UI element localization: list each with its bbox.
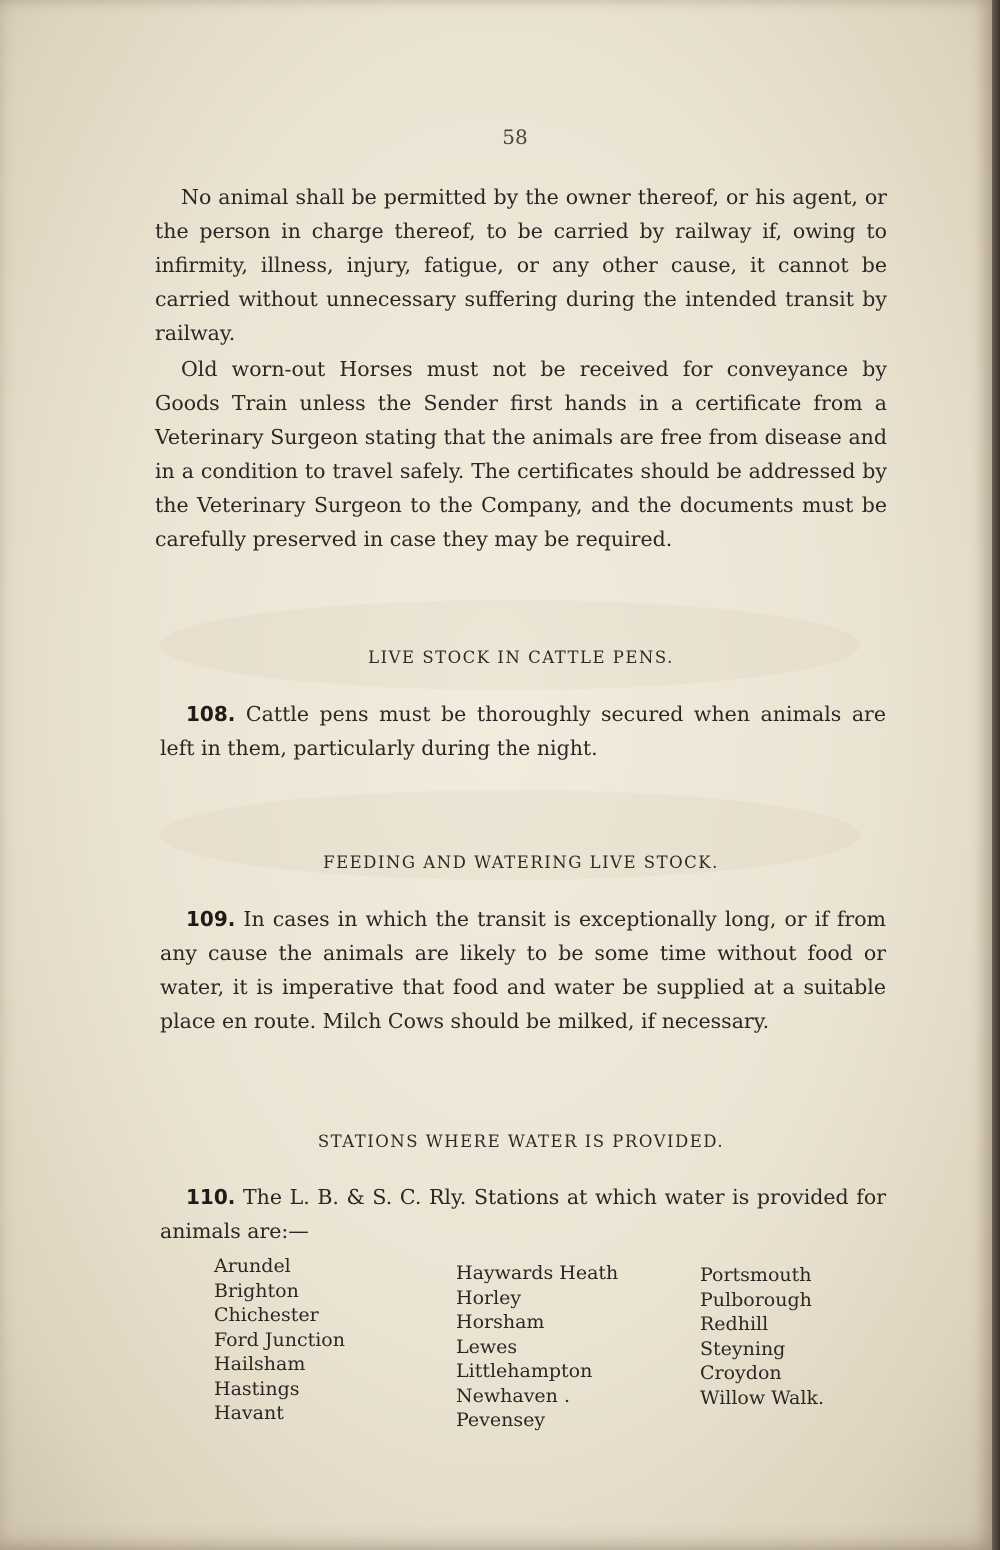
station-name: Redhill [700, 1313, 769, 1335]
station-name: Brighton [214, 1279, 299, 1302]
rule-text: The L. B. & S. C. Rly. Stations at which water is provided for animals are:— [160, 1185, 886, 1243]
rule-110 [160, 1180, 886, 1248]
station-name: Havant [214, 1402, 284, 1424]
station-name: Hailsham [214, 1353, 306, 1375]
station-list-column-3 [700, 1263, 824, 1410]
station-name: Steyning [700, 1337, 786, 1360]
rule-108 [160, 697, 886, 765]
section-heading-cattle-pens: LIVE STOCK IN CATTLE PENS. [368, 648, 674, 667]
rule-text: In cases in which the transit is exceptionally long, or if from any cause the animals are likely to be some time without food or water, it is imperative that food and water be supplied at a suitable place en route. Milch Cows should be milked, if necessary. [160, 907, 886, 1033]
station-name: Newhaven . [456, 1384, 570, 1407]
station-list-column-1 [214, 1254, 345, 1426]
station-name: Littlehampton [456, 1360, 593, 1382]
rule-109 [160, 902, 886, 1038]
station-name: Lewes [456, 1335, 518, 1358]
page-number: 58 [502, 125, 528, 149]
station-name: Willow Walk. [700, 1386, 825, 1409]
station-name: Portsmouth [700, 1264, 812, 1286]
rule-number: 108. [186, 702, 236, 726]
station-name: Pevensey [456, 1409, 546, 1431]
station-name: Haywards Heath [456, 1262, 619, 1284]
station-name: Croydon [700, 1362, 782, 1384]
section-heading-water-stations: STATIONS WHERE WATER IS PROVIDED. [317, 1132, 725, 1151]
station-name: Horley [456, 1286, 522, 1309]
station-name: Ford Junction [214, 1328, 345, 1351]
station-list-column-2 [456, 1261, 618, 1433]
paragraph-animal-suffering: No animal shall be permitted by the owner thereof, or his agent, or the person in charge thereof, to be carried by railway if, owing to infirmity, illness, injury, fatigue, or any other cause, it cannot be carried without unnecessary suffering during the intended transit by railway. [155, 185, 887, 345]
book-edge [992, 0, 1000, 1550]
station-name: Hastings [214, 1377, 300, 1400]
station-name: Arundel [214, 1255, 291, 1277]
rule-number: 109. [186, 907, 236, 931]
station-name: Chichester [214, 1304, 319, 1326]
rule-number: 110. [186, 1185, 236, 1209]
section-heading-feeding-watering: FEEDING AND WATERING LIVE STOCK. [323, 853, 719, 872]
paragraph-worn-out-horses: Old worn-out Horses must not be received for conveyance by Goods Train unless the Sender first hands in a certificate from a Veterinary Surgeon stating that the animals are free from disease and in a condition to travel safely. The certificates should be addressed by the Veterinary Surgeon to the Company, and the documents must be carefully preserved in case they may be required. [155, 357, 887, 551]
paper-stain [160, 600, 860, 690]
station-name: Pulborough [700, 1288, 812, 1311]
station-name: Horsham [456, 1311, 545, 1333]
rule-text: Cattle pens must be thoroughly secured when animals are left in them, particularly during the night. [160, 702, 886, 760]
